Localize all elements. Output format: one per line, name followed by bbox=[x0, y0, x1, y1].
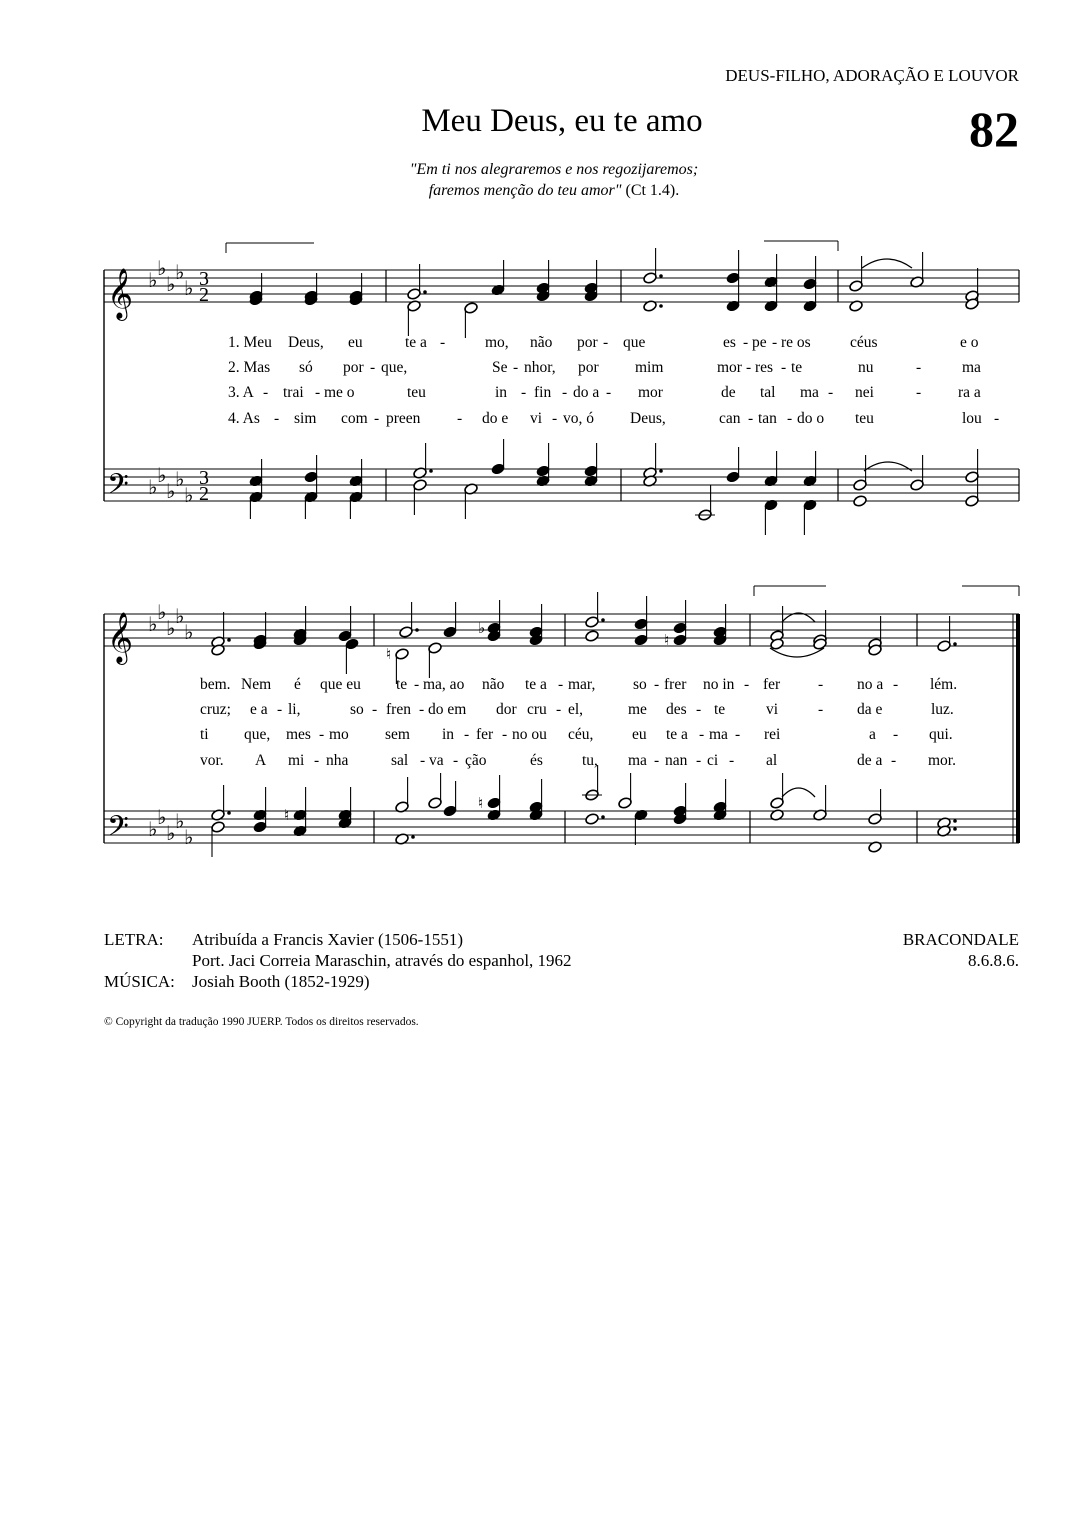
lyric-syllable: - bbox=[654, 752, 660, 769]
note-head bbox=[585, 630, 600, 643]
augmentation-dot bbox=[659, 274, 663, 278]
time-signature-top: 3 bbox=[199, 467, 209, 489]
epigraph-quote: faremos menção do teu amor" bbox=[428, 182, 622, 199]
lyric-syllable: - bbox=[374, 410, 380, 427]
lyric-syllable: so bbox=[633, 676, 647, 693]
lyric-syllable: - bbox=[696, 752, 702, 769]
lyric-syllable: de a bbox=[857, 752, 883, 769]
lyric-syllable: sem bbox=[385, 726, 410, 743]
lyric-syllable: - bbox=[654, 676, 660, 693]
lyric-syllable: que eu bbox=[320, 676, 361, 693]
lyric-syllable: no in bbox=[703, 676, 735, 693]
lyric-syllable: que, bbox=[381, 359, 408, 376]
augmentation-dot bbox=[227, 638, 231, 642]
key-signature-flat: ♭ bbox=[166, 481, 176, 503]
lyric-syllable: me bbox=[628, 701, 647, 718]
lyric-syllable: tan bbox=[758, 410, 777, 427]
accidental-sign: ♮ bbox=[386, 647, 392, 663]
accidental-sign: ♮ bbox=[284, 808, 290, 824]
treble-clef: 𝄞 bbox=[107, 613, 134, 662]
key-signature-flat: ♭ bbox=[148, 477, 158, 499]
letra-label: LETRA: bbox=[104, 930, 164, 949]
lyric-syllable: - bbox=[552, 410, 558, 427]
slur bbox=[862, 259, 912, 268]
key-signature-flat: ♭ bbox=[157, 807, 167, 829]
lyric-syllable: - bbox=[274, 410, 280, 427]
lyric-syllable: trai bbox=[283, 384, 304, 401]
lyric-syllable: bem. bbox=[200, 676, 231, 693]
lyric-syllable: não bbox=[482, 676, 505, 693]
lyric-syllable: - bbox=[457, 410, 463, 427]
lyric-syllable: - bbox=[370, 359, 376, 376]
key-signature-flat: ♭ bbox=[157, 602, 167, 624]
lyric-syllable: te a bbox=[666, 726, 688, 743]
lyric-syllable: - bbox=[502, 726, 508, 743]
lyric-syllable: tu, bbox=[582, 752, 598, 769]
key-signature-flat: ♭ bbox=[184, 278, 194, 300]
key-signature-flat: ♭ bbox=[148, 270, 158, 292]
lyric-syllable: e a bbox=[250, 701, 268, 718]
musica-label: MÚSICA: bbox=[104, 972, 175, 991]
accidental-sign: ♮ bbox=[478, 796, 484, 812]
lyric-syllable: - bbox=[419, 701, 425, 718]
lyric-syllable: ma bbox=[709, 726, 728, 743]
key-signature-flat: ♭ bbox=[148, 614, 158, 636]
lyric-syllable: lou bbox=[962, 410, 982, 427]
lyric-syllable: é bbox=[294, 676, 301, 693]
lyric-syllable: te bbox=[396, 676, 408, 693]
lyric-syllable: re os bbox=[781, 334, 811, 351]
meter: 8.6.8.6. bbox=[968, 951, 1019, 970]
lyric-syllable: - bbox=[772, 334, 778, 351]
lyric-syllable: mo bbox=[329, 726, 349, 743]
lyric-syllable: - bbox=[893, 676, 899, 693]
augmentation-dot bbox=[415, 628, 419, 632]
augmentation-dot bbox=[411, 835, 415, 839]
key-signature-flat: ♭ bbox=[175, 606, 185, 628]
lyric-syllable: qui. bbox=[929, 726, 953, 743]
lyric-syllable: da e bbox=[857, 701, 883, 718]
lyric-syllable: in bbox=[442, 726, 455, 743]
lyric-syllable: - bbox=[696, 701, 702, 718]
key-signature-flat: ♭ bbox=[157, 258, 167, 280]
lyric-syllable: - bbox=[818, 676, 824, 693]
lyric-syllable: te a bbox=[405, 334, 427, 351]
lyric-syllable: Nem bbox=[241, 676, 272, 693]
lyric-syllable: el, bbox=[568, 701, 584, 718]
key-signature-flat: ♭ bbox=[148, 819, 158, 841]
hymn-title: Meu Deus, eu te amo bbox=[421, 103, 703, 139]
augmentation-dot bbox=[227, 811, 231, 815]
augmentation-dot bbox=[659, 469, 663, 473]
lyric-syllable: - bbox=[994, 410, 1000, 427]
lyric-syllable: do e bbox=[482, 410, 509, 427]
augmentation-dot bbox=[659, 304, 663, 308]
slur bbox=[782, 788, 815, 797]
augmentation-dot bbox=[429, 469, 433, 473]
key-signature-flat: ♭ bbox=[184, 485, 194, 507]
lyric-syllable: va bbox=[429, 752, 444, 769]
augmentation-dot bbox=[953, 642, 957, 646]
lyric-syllable: vi bbox=[766, 701, 779, 718]
lyric-syllable: - bbox=[828, 384, 834, 401]
lyric-syllable: Deus, bbox=[630, 410, 666, 427]
lyric-syllable: Deus, bbox=[288, 334, 324, 351]
lyric-syllable: mes bbox=[286, 726, 311, 743]
lyric-syllable: dor bbox=[496, 701, 517, 718]
lyric-syllable: e o bbox=[960, 334, 979, 351]
lyric-syllable: - bbox=[556, 701, 562, 718]
lyric-syllable: es bbox=[723, 334, 736, 351]
lyric-syllable: - bbox=[748, 410, 754, 427]
lyric-syllable: és bbox=[530, 752, 543, 769]
lyric-syllable: - bbox=[319, 726, 325, 743]
key-signature-flat: ♭ bbox=[175, 469, 185, 491]
epigraph-reference: (Ct 1.4). bbox=[621, 182, 680, 199]
augmentation-dot bbox=[953, 827, 957, 831]
lyric-syllable: do em bbox=[428, 701, 467, 718]
augmentation-dot bbox=[601, 618, 605, 622]
lyric-syllable: ma bbox=[962, 359, 981, 376]
lyric-syllable: - bbox=[453, 752, 459, 769]
lyric-syllable: vo, ó bbox=[563, 410, 594, 427]
lyric-syllable: ção bbox=[465, 752, 487, 769]
key-signature-flat: ♭ bbox=[166, 274, 176, 296]
lyric-syllable: fer bbox=[476, 726, 494, 743]
lyric-syllable: frer bbox=[664, 676, 687, 693]
lyric-syllable: te bbox=[714, 701, 726, 718]
lyric-syllable: ra a bbox=[958, 384, 981, 401]
lyric-syllable: não bbox=[530, 334, 553, 351]
lyric-syllable: no a bbox=[857, 676, 884, 693]
augmentation-dot bbox=[601, 815, 605, 819]
lyric-syllable: cruz; bbox=[200, 701, 231, 718]
lyric-syllable: - bbox=[735, 726, 741, 743]
lyric-syllable: des bbox=[666, 701, 687, 718]
category-heading: DEUS-FILHO, ADORAÇÃO E LOUVOR bbox=[725, 66, 1019, 85]
lyric-syllable: nan bbox=[665, 752, 688, 769]
lyric-syllable: que, bbox=[244, 726, 271, 743]
lyric-syllable: - bbox=[420, 752, 426, 769]
lyric-syllable: A bbox=[255, 752, 267, 769]
lyric-syllable: res bbox=[755, 359, 774, 376]
lyric-syllable: por bbox=[343, 359, 364, 376]
lyric-syllable: eu bbox=[632, 726, 647, 743]
lyric-syllable: com bbox=[341, 410, 368, 427]
lyric-syllable: 3. A bbox=[228, 384, 254, 401]
lyric-syllable: nha bbox=[326, 752, 349, 769]
lyric-syllable: 2. Mas bbox=[228, 359, 271, 376]
lyric-syllable: a bbox=[869, 726, 876, 743]
lyric-syllable: mar, bbox=[568, 676, 596, 693]
lyric-syllable: - bbox=[818, 701, 824, 718]
lyric-syllable: pe bbox=[752, 334, 767, 351]
lyric-syllable: ma bbox=[628, 752, 647, 769]
lyric-syllable: - bbox=[558, 676, 564, 693]
lyric-syllable: lém. bbox=[930, 676, 958, 693]
key-signature-flat: ♭ bbox=[184, 827, 194, 849]
lyric-syllable: céus bbox=[850, 334, 878, 351]
lyric-syllable: 1. Meu bbox=[228, 334, 272, 351]
lyric-syllable: só bbox=[299, 359, 313, 376]
accidental-sign: ♮ bbox=[664, 633, 670, 649]
lyric-syllable: preen bbox=[386, 410, 421, 427]
hymn-number: 82 bbox=[969, 101, 1019, 157]
lyric-syllable: so bbox=[350, 701, 364, 718]
lyric-syllable: can bbox=[719, 410, 741, 427]
lyric-syllable: - bbox=[372, 701, 378, 718]
lyric-syllable: mi bbox=[288, 752, 305, 769]
lyric-syllable: céu, bbox=[568, 726, 594, 743]
lyric-syllable: - bbox=[315, 384, 321, 401]
lyric-syllable: - bbox=[781, 359, 787, 376]
time-signature-top: 3 bbox=[199, 268, 209, 290]
treble-clef: 𝄞 bbox=[107, 269, 134, 318]
lyric-syllable: - bbox=[893, 726, 899, 743]
lyric-syllable: - bbox=[440, 334, 446, 351]
lyric-syllable: te bbox=[791, 359, 803, 376]
slur bbox=[864, 462, 912, 471]
lyric-syllable: ci bbox=[707, 752, 719, 769]
lyric-syllable: - bbox=[729, 752, 735, 769]
note-head bbox=[211, 821, 226, 834]
lyric-syllable: de bbox=[721, 384, 736, 401]
lyric-syllable: - bbox=[891, 752, 897, 769]
lyric-syllable: li, bbox=[288, 701, 301, 718]
lyric-syllable: - bbox=[787, 410, 793, 427]
lyric-syllable: teu bbox=[407, 384, 426, 401]
lyric-syllable: - bbox=[699, 726, 705, 743]
augmentation-dot bbox=[953, 819, 957, 823]
lyric-syllable: fren bbox=[386, 701, 411, 718]
lyric-syllable: - bbox=[277, 701, 283, 718]
lyric-syllable: - bbox=[916, 384, 922, 401]
lyric-syllable: te a bbox=[525, 676, 547, 693]
key-signature-flat: ♭ bbox=[157, 465, 167, 487]
lyric-syllable: - bbox=[513, 359, 519, 376]
augmentation-dot bbox=[423, 290, 427, 294]
accidental-sign: ♭ bbox=[478, 621, 486, 637]
epigraph-line-1: "Em ti nos alegraremos e nos regozijaremos; bbox=[409, 161, 699, 178]
lyric-syllable: Se bbox=[492, 359, 508, 376]
time-signature-bottom: 2 bbox=[199, 483, 209, 505]
bass-clef: 𝄢 bbox=[107, 812, 129, 849]
lyric-syllable: por bbox=[577, 334, 598, 351]
lyric-syllable: - bbox=[464, 726, 470, 743]
time-signature-bottom: 2 bbox=[199, 284, 209, 306]
lyric-syllable: rei bbox=[764, 726, 781, 743]
bass-clef: 𝄢 bbox=[107, 470, 129, 507]
lyric-syllable: - bbox=[414, 676, 420, 693]
lyric-syllable: mo, bbox=[485, 334, 509, 351]
copyright-notice: © Copyright da tradução 1990 JUERP. Todos os direitos reservados. bbox=[104, 1016, 419, 1028]
lyric-syllable: teu bbox=[855, 410, 874, 427]
key-signature-flat: ♭ bbox=[166, 823, 176, 845]
lyric-syllable: - bbox=[314, 752, 320, 769]
lyric-syllable: mor bbox=[638, 384, 663, 401]
lyric-syllable: sal bbox=[391, 752, 409, 769]
lyric-syllable: por bbox=[578, 359, 599, 376]
key-signature-flat: ♭ bbox=[175, 262, 185, 284]
lyric-syllable: tal bbox=[760, 384, 776, 401]
lyric-syllable: nei bbox=[855, 384, 874, 401]
note-head bbox=[585, 813, 600, 826]
lyric-syllable: - bbox=[744, 676, 750, 693]
lyric-syllable: mor bbox=[717, 359, 742, 376]
lyric-syllable: in bbox=[495, 384, 508, 401]
slur bbox=[770, 648, 824, 657]
lyric-syllable: - bbox=[743, 334, 749, 351]
lyric-syllable: - bbox=[606, 384, 612, 401]
lyric-syllable: eu bbox=[348, 334, 363, 351]
lyric-syllable: do o bbox=[797, 410, 825, 427]
musica-composer: Josiah Booth (1852-1929) bbox=[192, 972, 370, 991]
lyric-syllable: 4. As bbox=[228, 410, 260, 427]
key-signature-flat: ♭ bbox=[166, 618, 176, 640]
lyric-syllable: nu bbox=[858, 359, 874, 376]
lyric-syllable: ma, ao bbox=[423, 676, 465, 693]
lyric-syllable: - bbox=[603, 334, 609, 351]
tune-name: BRACONDALE bbox=[902, 930, 1019, 949]
note-head bbox=[853, 495, 868, 508]
lyric-syllable: nhor, bbox=[524, 359, 556, 376]
lyric-syllable: que bbox=[623, 334, 646, 351]
lyric-syllable: sim bbox=[294, 410, 317, 427]
lyric-syllable: - bbox=[521, 384, 527, 401]
lyric-syllable: no ou bbox=[512, 726, 547, 743]
lyric-syllable: ti bbox=[200, 726, 209, 743]
lyric-syllable: mim bbox=[635, 359, 664, 376]
lyric-syllable: al bbox=[766, 752, 778, 769]
lyric-syllable: me o bbox=[324, 384, 355, 401]
lyric-syllable: - bbox=[746, 359, 752, 376]
lyric-syllable: luz. bbox=[931, 701, 954, 718]
lyric-syllable: vor. bbox=[200, 752, 224, 769]
lyric-syllable: mor. bbox=[928, 752, 956, 769]
key-signature-flat: ♭ bbox=[184, 622, 194, 644]
lyric-syllable: cru bbox=[527, 701, 547, 718]
lyric-syllable: vi bbox=[530, 410, 543, 427]
lyric-syllable: - bbox=[562, 384, 568, 401]
lyric-syllable: - bbox=[916, 359, 922, 376]
letra-author: Atribuída a Francis Xavier (1506-1551) bbox=[192, 930, 463, 949]
lyric-syllable: ma bbox=[800, 384, 819, 401]
lyric-syllable: fer bbox=[763, 676, 781, 693]
lyric-syllable: fin bbox=[534, 384, 552, 401]
letra-translator: Port. Jaci Correia Maraschin, através do espanhol, 1962 bbox=[192, 951, 572, 970]
key-signature-flat: ♭ bbox=[175, 811, 185, 833]
lyric-syllable: do a bbox=[573, 384, 600, 401]
lyric-syllable: - bbox=[263, 384, 269, 401]
